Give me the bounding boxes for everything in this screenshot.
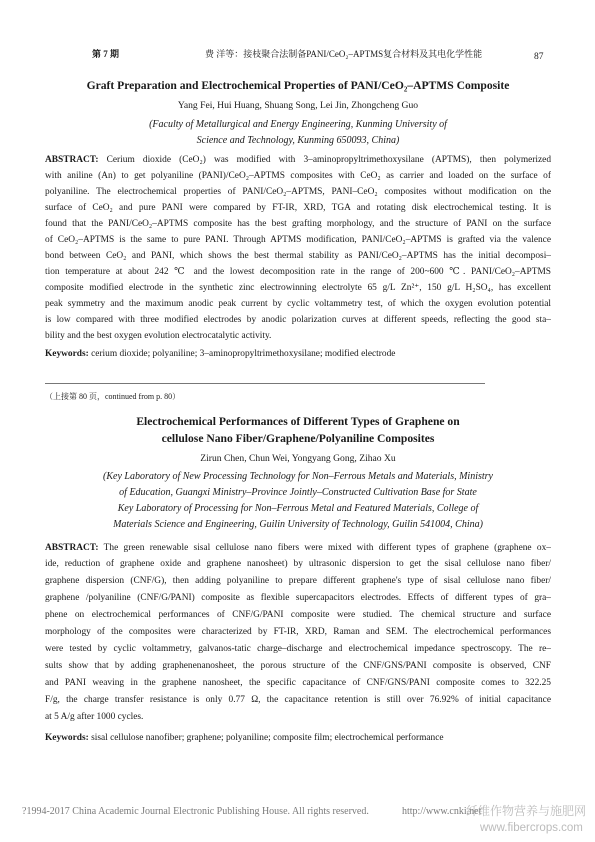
publisher-url: http://www.cnki.net xyxy=(402,806,482,817)
affiliation xyxy=(45,117,551,149)
abstract-line: morphology of the composites were characterized by FT-IR, XRD, Raman and SEM. The electrochemical performances xyxy=(45,627,551,638)
abstract-line: phene on electrochemical performances of CNF/G/PANI composite were studied. The chemical structure and surface xyxy=(45,610,551,621)
author-list: Zirun Chen, Chun Wei, Yongyang Gong, Zihao Xu xyxy=(200,453,396,464)
author-list: Yang Fei, Hui Huang, Shuang Song, Lei Jin, Zhongcheng Guo xyxy=(177,100,419,111)
abstract xyxy=(45,540,551,726)
affiliation-line: Key Laboratory of Processing for Non–Ferrous Metal and Featured Materials, College of xyxy=(117,503,479,514)
keywords-text: sisal cellulose nanofiber; graphene; polyaniline; composite film; electrochemical performance xyxy=(91,733,444,743)
abstract-line: composite modified electrode in the synthetic zinc electrowinning electrolyte 65 g/L Zn²⁺, 150 g/L H₂SO₄, has excellent xyxy=(45,283,551,293)
abstract-label: ABSTRACT: xyxy=(45,155,99,165)
abstract-line: is low compared with three modified electrodes by anodic polarization curves at different speeds, reflecting the good sta– xyxy=(45,315,551,325)
abstract-text: The green renewable sisal cellulose nano fibers were mixed with different types of graphene (graphene ox– xyxy=(103,542,551,553)
abstract-line xyxy=(45,540,551,557)
page-number: 87 xyxy=(534,52,544,62)
abstract-line xyxy=(45,152,551,168)
running-title: 费 洋等：接枝聚合法制备PANI/CeO₂–APTMS复合材料及其电化学性能 xyxy=(205,49,483,59)
watermark-site-name: 纤维作物营养与施肥网 xyxy=(466,804,587,818)
abstract-text: Cerium dioxide (CeO₂) was modified with 3–aminopropyltrimethoxysilane (APTMS), then polymerized xyxy=(106,155,552,165)
continued-note: （上接第 80 页，continued from p. 80） xyxy=(45,392,181,401)
abstract-line: bility and the best oxygen evolution electrocatalytic activity. xyxy=(45,331,272,341)
abstract-line: graphene dispersion (CNF/G), then adding polyaniline to prepare different graphene's type of sisal cellulose nano fiber/ xyxy=(45,576,551,587)
abstract-line: peak symmetry and the maximum anodic peak current by cyclic voltammetry test, of which the oxygen evolution potential xyxy=(45,299,551,309)
abstract-line: at 5 A/g after 1000 cycles. xyxy=(45,711,144,722)
abstract-line: tion temperature at about 242 ℃ and the lowest decomposition rate in the range of 200~600 ℃. PANI/CeO₂–APTMS xyxy=(45,267,551,277)
watermark-url: www.fibercrops.com xyxy=(480,822,583,834)
abstract-line: ide, reduction of graphene oxide and graphene nanosheet) by ultrasonic dispersion to get the sisal cellulose nano fiber/ xyxy=(45,559,551,570)
abstract-line: polyaniline. The electrochemical properties of PANI/CeO₂–APTMS, PANI–CeO₂ composites without modification on the xyxy=(45,187,551,197)
abstract-line: sults show that by adding graphenenanosheet, the porous structure of the CNF/GNS/PANI composite is observed, CNF xyxy=(45,660,551,671)
keywords xyxy=(45,730,551,746)
abstract-line: graphene /polyaniline (CNF/G/PANI) composite as flexible supercapacitors electrodes. Effects of different types of gra– xyxy=(45,593,551,604)
issue-number: 第 7 期 xyxy=(92,49,120,59)
affiliation-line: (Key Laboratory of New Processing Technology for Non–Ferrous Metals and Materials, Ministry xyxy=(103,471,493,482)
abstract-line: surface of CeO₂ and pure PANI were compared by FT-IR, XRD, TGA and rotating disk electrochemical testing. It is xyxy=(45,203,551,213)
affiliation-line: (Faculty of Metallurgical and Energy Engineering, Kunming University of xyxy=(149,119,447,130)
keywords-label: Keywords: xyxy=(45,733,89,743)
abstract-line: found that the PANI/CeO₂–APTMS composite has the best grafting morphology, and the structure of PANI on the surface xyxy=(45,219,551,229)
affiliation xyxy=(45,469,551,533)
affiliation-line: Materials Science and Engineering, Guilin University of Technology, Guilin 541004, China) xyxy=(113,519,483,530)
article-title xyxy=(45,413,551,447)
section-divider xyxy=(45,383,485,384)
affiliation-line: Science and Technology, Kunming 650093, China) xyxy=(196,135,400,146)
copyright-notice: ?1994-2017 China Academic Journal Electronic Publishing House. All rights reserved. xyxy=(22,806,369,817)
abstract-line: F/g, the charge transfer resistance is only 0.77 Ω, the capacitance retention is still over 76.92% of initial capacitance xyxy=(45,694,551,705)
abstract-line: with aniline (An) to get polyaniline (PANI)/CeO₂–APTMS composites with CeO₂ as carrier and loaded on the surface of xyxy=(45,171,551,181)
abstract-line: were tested by cyclic voltammetry, galvanos-tatic charge–discharge and electrochemical impedance spectroscopy. The re– xyxy=(45,643,551,654)
keywords-text: cerium dioxide; polyaniline; 3–aminopropyltrimethoxysilane; modified electrode xyxy=(91,349,396,359)
article-title: Graft Preparation and Electrochemical Properties of PANI/CeO₂–APTMS Composite xyxy=(86,79,510,92)
abstract-label: ABSTRACT: xyxy=(45,542,99,553)
article-title-line: Electrochemical Performances of Different Types of Graphene on xyxy=(136,414,460,428)
abstract-line: and PANI weaving in the graphene nanosheet, the specific capacitance of CNF/GNS/PANI composite comes to 322.25 xyxy=(45,677,551,688)
abstract-line: bond between CeO₂ and PANI, which shows the best thermal stability as PANI/CeO₂–APTMS has the initial decomposi– xyxy=(45,251,551,261)
abstract-line: of CeO₂–APTMS is the same to pure PANI. Through APTMS modification, PANI/CeO₂–APTMS is grafted via the valence xyxy=(45,235,551,245)
abstract xyxy=(45,152,551,344)
article-title-line: cellulose Nano Fiber/Graphene/Polyaniline Composites xyxy=(161,431,435,445)
affiliation-line: of Education, Guangxi Ministry–Province Jointly–Constructed Cultivation Base for State xyxy=(119,487,477,498)
keywords xyxy=(45,346,551,362)
keywords-label: Keywords: xyxy=(45,349,89,359)
